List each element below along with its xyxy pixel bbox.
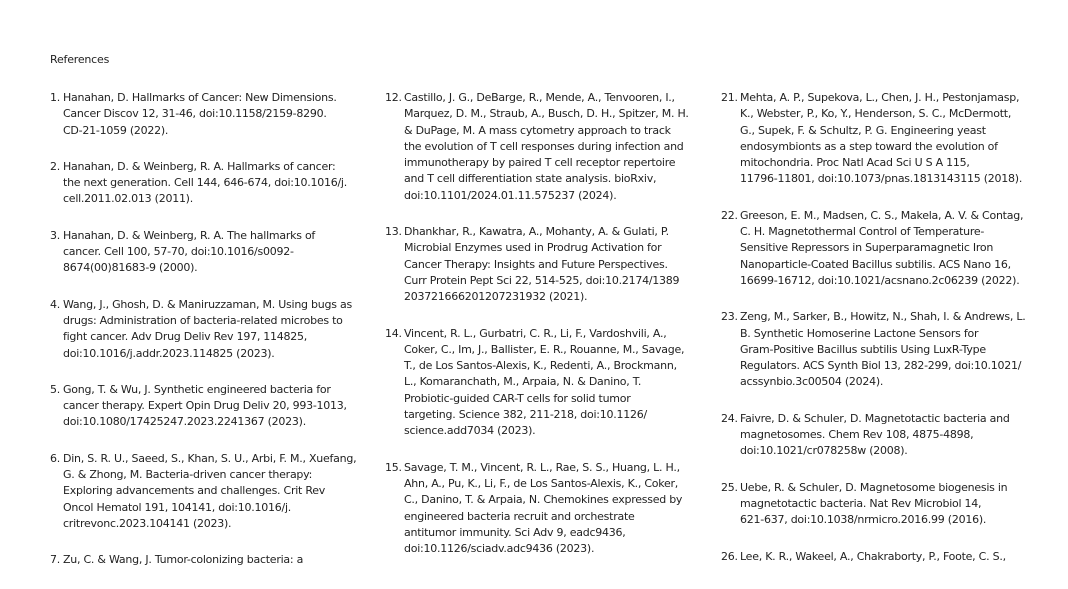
reference-text-line: magnetotactic bacteria. Nat Rev Microbiol 14, [740,496,982,510]
reference-text-line: Zeng, M., Sarker, B., Howitz, N., Shah, I. & Andrews, L. [740,310,1026,324]
reference-text-line: CD-21-1059 (2022). [63,123,169,137]
reference-text-line: cancer therapy. Expert Opin Drug Deliv 20, 993-1013, [63,399,347,413]
reference-text-line: Sensitive Repressors in Superparamagnetic Iron [740,241,994,255]
reference-text-line: Castillo, J. G., DeBarge, R., Mende, A., Tenvooren, I., [404,91,675,104]
references-column-1 [50,90,360,589]
reference-number: 22. [721,208,738,222]
reference-item [721,480,1031,529]
reference-text-line: Gram-Positive Bacillus subtilis Using LuxR-Type [740,342,986,356]
reference-text-line: Curr Protein Pept Sci 22, 514-525, doi:10.2174/1389 [404,273,680,287]
reference-text-line: the next generation. Cell 144, 646-674, doi:10.1016/j. [63,176,347,190]
reference-item [721,208,1031,289]
reference-item [50,451,360,532]
reference-text-line: cancer. Cell 100, 57-70, doi:10.1016/s0092- [63,245,294,259]
reference-text-line: Hanahan, D. & Weinberg, R. A. Hallmarks of cancer: [63,159,336,173]
reference-item [50,228,360,277]
references-heading: References [50,53,110,66]
reference-item [721,90,1031,188]
reference-number: 25. [721,480,738,494]
reference-number: 13. [385,225,402,239]
reference-text-line: 16699-16712, doi:10.1021/acsnano.2c06239 (2022). [740,273,1020,287]
reference-text-line: fight cancer. Adv Drug Deliv Rev 197, 114825, [63,330,308,344]
reference-number: 3. [50,228,60,242]
references-column-3 [721,90,1031,585]
reference-number: 1. [50,91,60,104]
reference-text-line: magnetosomes. Chem Rev 108, 4875-4898, [740,428,974,442]
reference-text-line: Marquez, D. M., Straub, A., Busch, D. H., Spitzer, M. H. [404,107,689,121]
reference-number: 12. [385,91,402,104]
reference-number: 24. [721,411,738,425]
reference-text-line: endosymbionts as a step toward the evolution of [740,139,998,153]
reference-text-line: Lee, K. R., Wakeel, A., Chakraborty, P., Foote, C. S., [740,549,1006,563]
reference-text-line: Hanahan, D. Hallmarks of Cancer: New Dimensions. [63,91,337,104]
reference-text-line: B. Synthetic Homoserine Lactone Sensors for [740,326,979,340]
reference-text-line: targeting. Science 382, 211-218, doi:10.1126/ [404,408,647,422]
reference-number: 21. [721,91,738,104]
reference-text-line: Probiotic-guided CAR-T cells for solid tumor [404,391,631,405]
reference-item [385,460,695,558]
reference-text-line: critrevonc.2023.104141 (2023). [63,516,232,530]
reference-item [50,297,360,362]
reference-text-line: C. H. Magnetothermal Control of Temperature- [740,225,985,239]
reference-text-line: doi:10.1101/2024.01.11.575237 (2024). [404,188,617,202]
reference-number: 4. [50,297,60,311]
reference-text-line: K., Webster, P., Ko, Y., Henderson, S. C., McDermott, [740,107,1012,121]
reference-item [721,309,1031,390]
reference-text-line: Microbial Enzymes used in Prodrug Activation for [404,241,662,255]
reference-text-line: immunotherapy by paired T cell receptor repertoire [404,156,676,170]
reference-item [721,411,1031,460]
reference-number: 26. [721,549,738,563]
reference-number: 7. [50,553,60,567]
reference-number: 6. [50,451,60,465]
reference-text-line: doi:10.1080/17425247.2023.2241367 (2023). [63,415,306,429]
reference-item [50,382,360,431]
reference-text-line: drugs: Administration of bacteria-related microbes to [63,313,343,327]
reference-text-line: Vincent, R. L., Gurbatri, C. R., Li, F., Vardoshvili, A., [404,326,667,340]
reference-item [385,326,695,440]
reference-text-line: Greeson, E. M., Madsen, C. S., Makela, A. V. & Contag, [740,208,1024,222]
reference-text-line: G., Supek, F. & Schultz, P. G. Engineering yeast [740,123,986,137]
reference-text-line: T., de Los Santos-Alexis, K., Redenti, A., Brockmann, [404,359,677,373]
reference-text-line: Regulators. ACS Synth Biol 13, 282-299, doi:10.1021/ [740,359,1022,373]
reference-text-line: doi:10.1126/sciadv.adc9436 (2023). [404,542,595,556]
reference-text-line: 621-637, doi:10.1038/nrmicro.2016.99 (2016). [740,513,987,527]
reference-text-line: antitumor immunity. Sci Adv 9, eadc9436, [404,525,626,539]
reference-item [50,159,360,208]
reference-number: 15. [385,460,402,474]
reference-text-line: 203721666201207231932 (2021). [404,290,588,304]
reference-text-line: L., Komaranchath, M., Arpaia, N. & Danino, T. [404,375,642,389]
reference-text-line: Cancer Discov 12, 31-46, doi:10.1158/2159-8290. [63,107,327,121]
reference-item [721,549,1031,565]
reference-text-line: Savage, T. M., Vincent, R. L., Rae, S. S., Huang, L. H., [404,460,680,474]
reference-text-line: G. & Zhong, M. Bacteria-driven cancer therapy: [63,468,313,482]
reference-text-line: Dhankhar, R., Kawatra, A., Mohanty, A. & Gulati, P. [404,225,669,239]
reference-text-line: doi:10.1021/cr078258w (2008). [740,444,908,458]
reference-text-line: Zu, C. & Wang, J. Tumor-colonizing bacteria: a [63,553,304,567]
reference-item [50,552,360,568]
reference-text-line: Nanoparticle-Coated Bacillus subtilis. ACS Nano 16, [740,257,1011,271]
reference-text-line: science.add7034 (2023). [404,424,536,438]
reference-text-line: engineered bacteria recruit and orchestrate [404,509,635,523]
reference-text-line: the evolution of T cell responses during infection and [404,139,684,153]
reference-text-line: & DuPage, M. A mass cytometry approach to track [404,123,671,137]
reference-number: 14. [385,326,402,340]
reference-text-line: Exploring advancements and challenges. Crit Rev [63,484,326,498]
reference-number: 2. [50,159,60,173]
reference-text-line: and T cell differentiation state analysis. bioRxiv, [404,172,657,186]
reference-text-line: Ahn, A., Pu, K., Li, F., de Los Santos-Alexis, K., Coker, [404,476,679,490]
reference-text-line: Hanahan, D. & Weinberg, R. A. The hallmarks of [63,228,316,242]
reference-text-line: Wang, J., Ghosh, D. & Maniruzzaman, M. Using bugs as [63,297,352,311]
reference-number: 5. [50,382,60,396]
reference-text-line: Coker, C., Im, J., Ballister, E. R., Rouanne, M., Savage, [404,342,685,356]
reference-text-line: doi:10.1016/j.addr.2023.114825 (2023). [63,346,275,360]
reference-text-line: Gong, T. & Wu, J. Synthetic engineered bacteria for [63,382,331,396]
reference-text-line: mitochondria. Proc Natl Acad Sci U S A 115, [740,156,970,170]
reference-text-line: Din, S. R. U., Saeed, S., Khan, S. U., Arbi, F. M., Xuefang, [63,451,357,465]
reference-text-line: acssynbio.3c00504 (2024). [740,375,884,389]
reference-number: 23. [721,310,738,324]
reference-text-line: Uebe, R. & Schuler, D. Magnetosome biogenesis in [740,480,1008,494]
reference-text-line: Faivre, D. & Schuler, D. Magnetotactic bacteria and [740,411,1010,425]
references-column-2 [385,90,695,577]
reference-text-line: C., Danino, T. & Arpaia, N. Chemokines expressed by [404,493,683,507]
reference-item [385,224,695,305]
reference-text-line: 11796-11801, doi:10.1073/pnas.1813143115 (2018). [740,172,1023,186]
reference-text-line: Mehta, A. P., Supekova, L., Chen, J. H., Pestonjamasp, [740,91,1020,104]
reference-text-line: Oncol Hematol 191, 104141, doi:10.1016/j. [63,500,291,514]
reference-text-line: Cancer Therapy: Insights and Future Perspectives. [404,257,668,271]
reference-text-line: 8674(00)81683-9 (2000). [63,261,198,275]
reference-item [385,90,695,204]
reference-text-line: cell.2011.02.013 (2011). [63,192,193,206]
reference-item [50,90,360,139]
